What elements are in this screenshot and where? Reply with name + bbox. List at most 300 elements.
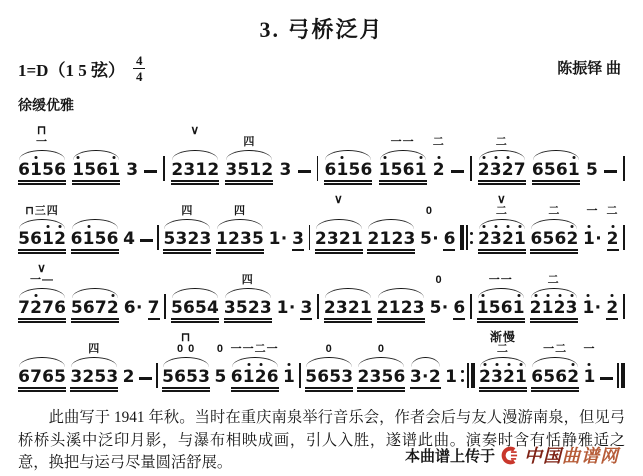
site-name	[524, 442, 619, 468]
note-digit: 6	[266, 367, 279, 387]
slur-arc	[532, 357, 578, 367]
note-digits	[231, 369, 279, 388]
note-digit: 6	[531, 160, 544, 180]
note-digits	[324, 162, 372, 181]
slur-arc	[533, 150, 579, 160]
note-group	[477, 192, 526, 250]
note-digit: 6	[18, 160, 30, 180]
notes-paragraph: 此曲写于 1941 年秋。当时在重庆南泉举行音乐会，作者会后与友人漫游南泉，但见弓桥桥头溪中泛印月影，与瀑布相映成画，引人入胜，遂谱此曲。演奏时含有恬静雅适之意，换把与运弓尽量圆活舒展。	[18, 409, 625, 472]
note-digit: 5	[94, 229, 107, 249]
note-digit: 3	[70, 367, 83, 387]
fingering-bowing-mark: ⊓	[36, 123, 48, 137]
note-digit: 6	[555, 160, 568, 180]
note-digit: 2	[400, 298, 413, 318]
note-digit: 1	[108, 160, 121, 180]
note-digits	[379, 162, 427, 181]
note-digits	[124, 300, 143, 319]
note-digit: 1	[216, 229, 228, 249]
note-digits	[582, 300, 601, 319]
slur-arc	[531, 219, 577, 229]
note-group	[18, 205, 66, 250]
note-digit: 2	[376, 298, 389, 318]
barline	[317, 294, 319, 319]
note-digit: 6	[230, 367, 243, 387]
note-digit: 5	[18, 229, 30, 249]
note-digit: 5	[237, 160, 250, 180]
final-barline	[617, 363, 625, 388]
note-group	[531, 343, 580, 388]
meter-fraction	[133, 54, 146, 83]
note	[445, 369, 457, 388]
slur-arc	[226, 150, 272, 160]
note-digit: 5	[488, 298, 501, 318]
note-digits	[18, 369, 66, 388]
note-digit: 7	[513, 160, 526, 180]
note-digit: 2	[207, 160, 220, 180]
note-digit: 4	[206, 298, 219, 318]
note-digit: 2	[106, 298, 119, 318]
note-digits	[477, 300, 525, 319]
note-digits	[71, 231, 119, 250]
note-group	[162, 330, 211, 388]
note-digits	[123, 231, 135, 250]
fingering-bowing-mark: 二	[432, 136, 445, 148]
note-digit: 5	[252, 229, 264, 249]
note-digits	[162, 369, 210, 388]
note-digits	[478, 231, 526, 250]
note	[283, 369, 295, 388]
note-digit: 1	[388, 298, 401, 318]
fingering-bowing-mark: 0	[377, 343, 386, 355]
fingering-bowing-mark: ⊓	[180, 330, 192, 344]
note-digits	[445, 369, 457, 388]
note-digits	[279, 162, 291, 181]
note-digit: 2	[314, 229, 327, 249]
note-digit: 6	[96, 160, 109, 180]
note	[277, 300, 296, 319]
note-digit: 6	[453, 298, 466, 318]
note-digits	[214, 369, 226, 388]
slur-arc	[479, 219, 525, 229]
note-digits	[71, 300, 119, 319]
note-digit: 6	[70, 229, 83, 249]
note-digit: 3	[175, 229, 188, 249]
note-digit: 7	[147, 298, 160, 318]
note-digit: 2	[261, 160, 274, 180]
barline	[157, 225, 159, 250]
slur-arc	[316, 219, 362, 229]
note-digits	[171, 300, 219, 319]
fingering-bowing-mark: 一—	[30, 274, 54, 286]
note-digit: 7	[30, 367, 42, 387]
note-digit: 3	[240, 229, 252, 249]
footer-upload-text: 本曲谱上传于	[404, 447, 495, 465]
note-dash	[451, 170, 464, 173]
fingering-bowing-mark: ∨	[496, 192, 507, 206]
note-digit: 5	[381, 367, 394, 387]
note-group	[72, 162, 120, 181]
note-digit: 2	[502, 367, 515, 387]
note-digit: 5	[348, 160, 361, 180]
note-digits	[277, 300, 296, 319]
note	[582, 300, 601, 319]
fingering-bowing-mark: 一二	[543, 343, 568, 355]
note	[123, 231, 135, 250]
note-group	[477, 136, 526, 181]
note-digit: 1	[445, 367, 457, 387]
fingering-bowing-mark: 一	[583, 343, 596, 355]
note-digit: 3	[223, 298, 236, 318]
note-group	[314, 192, 363, 250]
note-digit: 2	[347, 298, 360, 318]
note-digit: 5	[70, 298, 83, 318]
note-digit: 1	[583, 367, 596, 387]
slur-arc	[478, 288, 524, 298]
note-digit: 2	[30, 298, 42, 318]
note-digits	[18, 162, 66, 181]
note-digit: 2	[501, 160, 514, 180]
note-digit: 2	[171, 160, 184, 180]
note-digit: 6	[443, 229, 456, 249]
note-digit: 2	[432, 160, 445, 180]
slur-arc	[217, 219, 263, 229]
slur-arc	[19, 288, 65, 298]
repeat-thick-bar	[471, 363, 475, 388]
note-digit: 5	[586, 160, 598, 180]
fingering-bowing-mark: 一一	[488, 274, 513, 286]
note-group	[18, 369, 66, 388]
slur-arc	[306, 357, 352, 367]
note-digit: 6	[554, 229, 567, 249]
note-digit: 1	[541, 298, 554, 318]
site-logo-icon	[500, 446, 519, 465]
note-digit: 5	[543, 160, 556, 180]
slur-arc	[325, 288, 371, 298]
note-dash	[298, 170, 311, 173]
fingering-bowing-mark: 四	[243, 136, 256, 148]
note-digit: 6	[360, 160, 373, 180]
note-group	[71, 231, 119, 250]
note-digit: 3	[326, 229, 339, 249]
slur-arc	[72, 219, 118, 229]
note-group	[532, 162, 580, 181]
note-digits	[283, 369, 295, 388]
note-digit: 3	[335, 298, 348, 318]
slur-arc	[172, 150, 218, 160]
duration-dot: ·	[594, 298, 602, 318]
note-digit: 2	[606, 298, 619, 318]
note-group	[529, 274, 578, 319]
note-digit: 2	[477, 160, 490, 180]
note-digit: 2	[529, 298, 542, 318]
slur-arc	[172, 288, 218, 298]
note-digit: 6	[54, 160, 66, 180]
note-digit: 1	[513, 229, 526, 249]
meter-numerator: 4	[133, 54, 146, 69]
note-digits	[607, 231, 619, 250]
barline	[623, 156, 625, 181]
key-signature-text: 1=D（1 5 弦）	[18, 61, 125, 80]
note-digit: 6	[123, 298, 136, 318]
note-digit: 5	[329, 367, 342, 387]
note-digit: 1	[242, 367, 255, 387]
meter-denominator: 4	[135, 69, 143, 84]
note-digit: 6	[42, 367, 54, 387]
note-digit: 2	[187, 229, 200, 249]
note-group	[216, 205, 264, 250]
duration-dot: ·	[432, 229, 439, 249]
fingering-bowing-mark: 0 0	[176, 343, 196, 355]
slur-arc	[19, 150, 65, 160]
tempo-marking: 徐缓优雅	[18, 97, 74, 113]
note-digit: 1	[476, 298, 489, 318]
note-group	[223, 274, 272, 319]
note-digit: 2	[338, 229, 351, 249]
fingering-bowing-mark: 四	[88, 343, 101, 355]
note	[123, 369, 135, 388]
note-digits	[300, 300, 312, 319]
fingering-bowing-mark: 0	[435, 274, 443, 286]
note-digit: 1	[72, 160, 85, 180]
note-dash	[604, 170, 617, 173]
note-group	[18, 123, 66, 181]
note-digit: 1	[359, 298, 372, 318]
note-digit: 3	[489, 229, 502, 249]
note-digit: 1	[276, 298, 289, 318]
note-group	[410, 369, 441, 388]
note-digits	[163, 231, 211, 250]
repeat-end-barline	[461, 363, 474, 388]
note-digit: 3	[489, 160, 502, 180]
note-group	[230, 343, 279, 388]
note-digit: 1	[379, 229, 392, 249]
note-digit: 2	[428, 367, 441, 387]
note-digit: 1	[42, 229, 54, 249]
note	[432, 136, 445, 181]
note-digit: 1	[249, 160, 262, 180]
fingering-bowing-mark: 二	[495, 205, 508, 217]
note-group	[305, 343, 354, 388]
note-group	[378, 136, 427, 181]
fingering-bowing-mark: 四	[233, 205, 246, 217]
note-digit: 6	[402, 160, 415, 180]
composer-credit: 陈振铎 曲	[557, 61, 621, 77]
note-group	[324, 300, 372, 319]
note-digit: 1	[567, 160, 580, 180]
note-digits	[479, 369, 527, 388]
note	[606, 205, 619, 250]
note-group	[163, 205, 212, 250]
duration-dot: ·	[280, 229, 288, 249]
fingering-bowing-mark: 二	[496, 343, 509, 355]
note-digit: 2	[501, 229, 514, 249]
repeat-dots	[461, 370, 464, 382]
duration-dot: ·	[288, 298, 296, 318]
note-digits	[171, 162, 219, 181]
note	[292, 231, 304, 250]
note	[453, 300, 465, 319]
slur-arc	[531, 288, 577, 298]
note-group	[225, 136, 274, 181]
repeat-thick-bar	[460, 225, 464, 250]
slur-arc	[163, 357, 209, 367]
note-digit: 6	[174, 367, 187, 387]
note-digit: 3	[198, 367, 211, 387]
note-digit: 5	[194, 298, 207, 318]
note-group	[367, 231, 415, 250]
note-digit: 3	[292, 229, 304, 249]
note-digits	[377, 300, 425, 319]
barline	[470, 294, 472, 319]
barline	[470, 156, 472, 181]
note-digit: 3	[300, 298, 313, 318]
fingering-bowing-mark: 二	[547, 274, 560, 286]
note-dash	[600, 377, 613, 380]
note-digits	[18, 300, 66, 319]
score-line-3	[0, 255, 643, 324]
note-digit: 2	[477, 229, 490, 249]
barline	[299, 363, 301, 388]
barline	[317, 156, 319, 181]
note-digits	[225, 162, 273, 181]
note-group	[171, 123, 220, 181]
note-digits	[531, 369, 579, 388]
slur-arc	[225, 288, 271, 298]
note-group	[18, 261, 66, 319]
note-group	[530, 205, 579, 250]
note-digit: 3	[183, 160, 196, 180]
note-digit: 1	[414, 160, 427, 180]
note-digit: 6	[555, 367, 568, 387]
note-group	[476, 274, 525, 319]
note-digits	[216, 231, 264, 250]
note-digit: 1	[582, 298, 595, 318]
barline	[163, 156, 165, 181]
note-digits	[453, 300, 465, 319]
note-group	[478, 330, 527, 388]
note-digit: 1	[30, 160, 42, 180]
note-digit: 2	[247, 298, 260, 318]
note-digit: 5	[170, 298, 183, 318]
note-dash	[139, 377, 152, 380]
note-digits	[70, 369, 118, 388]
note	[443, 231, 455, 250]
repeat-thin-bar	[466, 225, 468, 250]
note-digits	[324, 300, 372, 319]
page-title: 3. 弓桥泛月	[259, 17, 384, 42]
note-digit: 2	[357, 367, 370, 387]
note-digit: 3	[369, 367, 382, 387]
note-digits	[420, 231, 439, 250]
note-digit: 3	[279, 160, 292, 180]
note-digit: 2	[122, 367, 135, 387]
note	[214, 343, 227, 388]
note-digit: 5	[54, 367, 66, 387]
score-line-4	[0, 324, 643, 393]
score-line-2	[0, 186, 643, 255]
note	[269, 231, 288, 250]
note-group	[70, 343, 119, 388]
note-digit: 6	[82, 298, 95, 318]
note	[586, 162, 598, 181]
note-group	[357, 343, 406, 388]
note-digits	[224, 300, 272, 319]
note-digits	[478, 162, 526, 181]
site-name-rest: 曲谱网	[562, 446, 619, 466]
fingering-bowing-mark: ⊓三四	[25, 205, 59, 217]
note-digits	[430, 300, 449, 319]
note	[583, 205, 602, 250]
note-digits	[443, 231, 455, 250]
note-digit: 5	[94, 367, 107, 387]
note-digits	[583, 369, 595, 388]
note-digit: 3	[341, 367, 354, 387]
note-digits	[148, 300, 160, 319]
slur-arc	[411, 357, 440, 367]
note-digit: 1	[82, 229, 95, 249]
note-digits	[606, 300, 618, 319]
note-digit: 6	[317, 367, 330, 387]
note-digit: 7	[94, 298, 107, 318]
note-digit: 2	[478, 367, 491, 387]
note	[148, 300, 160, 319]
note	[420, 205, 439, 250]
fingering-bowing-mark: 四	[181, 205, 194, 217]
slur-arc	[19, 219, 65, 229]
site-name-cn: 中国	[524, 446, 562, 466]
barline	[309, 225, 311, 250]
note-digit: 5	[163, 229, 176, 249]
note-digit: 5	[542, 229, 555, 249]
duration-dot: ·	[422, 367, 429, 387]
note-digit: 3	[412, 298, 425, 318]
note-group	[171, 300, 219, 319]
slur-arc	[479, 150, 525, 160]
note-digit: 7	[18, 298, 30, 318]
barline	[164, 294, 166, 319]
note-digit: 1	[583, 229, 595, 249]
note-digit: 2	[567, 367, 580, 387]
note-digit: 5	[543, 367, 556, 387]
note-digits	[410, 369, 441, 388]
fingering-bowing-mark: 一	[36, 136, 48, 148]
note-digit: 5	[162, 367, 175, 387]
note-digit: 6	[500, 298, 513, 318]
fingering-bowing-mark: 0	[216, 343, 224, 355]
fingering-bowing-mark: 渐慢	[489, 330, 516, 344]
slur-arc	[19, 357, 65, 367]
note-digit: 7	[42, 298, 54, 318]
fingering-bowing-mark: 二	[495, 136, 508, 148]
repeat-dots	[470, 232, 473, 244]
note-digit: 5	[390, 160, 403, 180]
duration-dot: ·	[441, 298, 449, 318]
note	[583, 343, 596, 388]
note-digit: 2	[367, 229, 380, 249]
note-digits	[315, 231, 363, 250]
slur-arc	[378, 288, 424, 298]
note-digit: 3	[225, 160, 238, 180]
note-digits	[530, 300, 578, 319]
footer	[405, 442, 619, 468]
fingering-bowing-mark: 一一	[390, 136, 415, 148]
note-digits	[305, 369, 353, 388]
barline	[156, 363, 158, 388]
slur-arc	[71, 357, 117, 367]
fingering-bowing-mark: 二	[606, 205, 619, 217]
note-digit: 3	[126, 160, 139, 180]
note-digits	[583, 231, 602, 250]
